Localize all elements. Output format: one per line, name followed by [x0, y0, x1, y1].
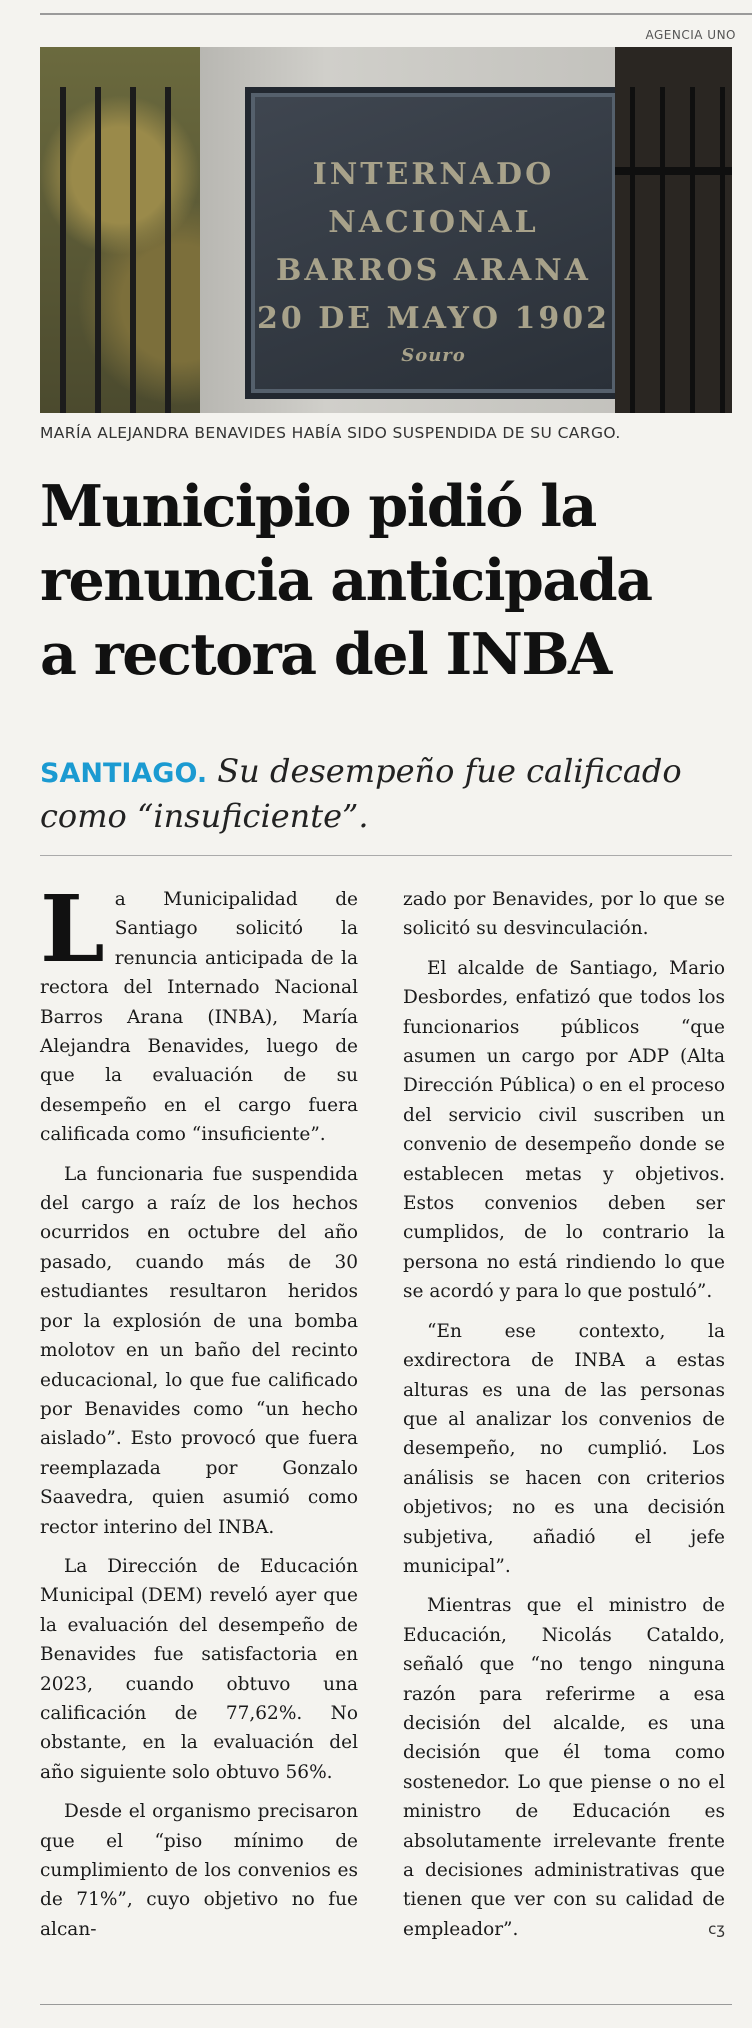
headline-line: Municipio pidió la	[40, 473, 596, 540]
photo-credit: AGENCIA UNO	[645, 28, 736, 42]
bronze-plaque	[245, 87, 622, 399]
plaque-line: NACIONAL	[328, 205, 539, 240]
plaque-signature: Souro	[401, 345, 466, 366]
plaque-line: 20 DE MAYO 1902	[257, 301, 610, 336]
end-mark: ᴄʒ	[708, 1919, 725, 1938]
drop-cap: L	[40, 875, 105, 983]
section-divider	[40, 855, 732, 856]
paragraph: “En ese contexto, la exdirectora de INBA a estas alturas es una de las personas que al analizar los convenios de desempeño, no cumplió. Los análisis se hacen con criterios objetivos; no es una decisión subjetiva, añadió el jefe municipal”.	[403, 1320, 725, 1577]
subhead	[40, 750, 730, 837]
article-photo	[40, 47, 732, 413]
plaque-line: INTERNADO	[312, 157, 555, 192]
paragraph: Desde el organismo precisaron que el “piso mínimo de cumplimiento de los convenios es de 71%”, cuyo objetivo no fue alcan-	[40, 1801, 358, 1940]
headline-line: a rectora del INBA	[40, 621, 611, 688]
bottom-rule	[40, 2004, 732, 2005]
article-column-right	[403, 885, 725, 1954]
paragraph-text: Mientras que el ministro de Educación, Nicolás Cataldo, señaló que “no tengo ninguna razón para referirme a esa decisión del alcalde, es una decisión que él toma como sostenedor. Lo que piense o no el ministro de Educación es absolutamente irrelevante frente a decisiones administrativas que tienen que ver con su calidad de empleador”.	[403, 1595, 725, 1940]
paragraph	[403, 1591, 725, 1944]
deck-text: Su desempeño fue calificado como “insuficiente”.	[40, 752, 682, 835]
gate-rail	[615, 167, 732, 175]
kicker-location: SANTIAGO.	[40, 758, 208, 789]
article-column-left	[40, 875, 358, 1954]
paragraph: La Dirección de Educación Municipal (DEM) reveló ayer que la evaluación del desempeño de Benavides fue satisfactoria en 2023, cuando obtuvo una calificación de 77,62%. No obstante, en la evaluación del año siguiente solo obtuvo 56%.	[40, 1555, 358, 1783]
paragraph: El alcalde de Santiago, Mario Desbordes, enfatizó que todos los funcionarios públicos “que asumen un cargo por ADP (Alta Dirección Pública) o en el proceso del servicio civil suscriben un convenio de desempeño donde se establecen metas y objetivos. Estos convenios deben ser cumplidos, de lo contrario la persona no está rindiendo lo que se acordó y para lo que postuló”.	[403, 957, 725, 1303]
top-rule	[40, 13, 752, 15]
paragraph: La funcionaria fue suspendida del cargo a raíz de los hechos ocurridos en octubre del año pasado, cuando más de 30 estudiantes resultaron heridos por la explosión de una bomba molotov en un baño del recinto educacional, lo que fue calificado por Benavides como “un hecho aislado”. Esto provocó que fuera reemplazada por Gonzalo Saavedra, quien asumió como rector interino del INBA.	[40, 1163, 358, 1538]
right-iron-gate	[615, 47, 732, 413]
photo-caption: MARÍA ALEJANDRA BENAVIDES HABÍA SIDO SUSPENDIDA DE SU CARGO.	[40, 424, 621, 442]
headline-line: renuncia anticipada	[40, 547, 652, 614]
plaque-line: BARROS ARANA	[276, 253, 591, 288]
paragraph-text: a Municipalidad de Santiago solicitó la renuncia anticipada de la rectora del Internado Nacional Barros Arana (INBA), María Alejandra Benavides, luego de que la evaluación de su desempeño en el cargo fuera calificada como “insuficiente”.	[40, 889, 358, 1146]
headline	[40, 470, 740, 692]
paragraph	[40, 875, 358, 1150]
paragraph: zado por Benavides, por lo que se solicitó su desvinculación.	[403, 889, 725, 940]
